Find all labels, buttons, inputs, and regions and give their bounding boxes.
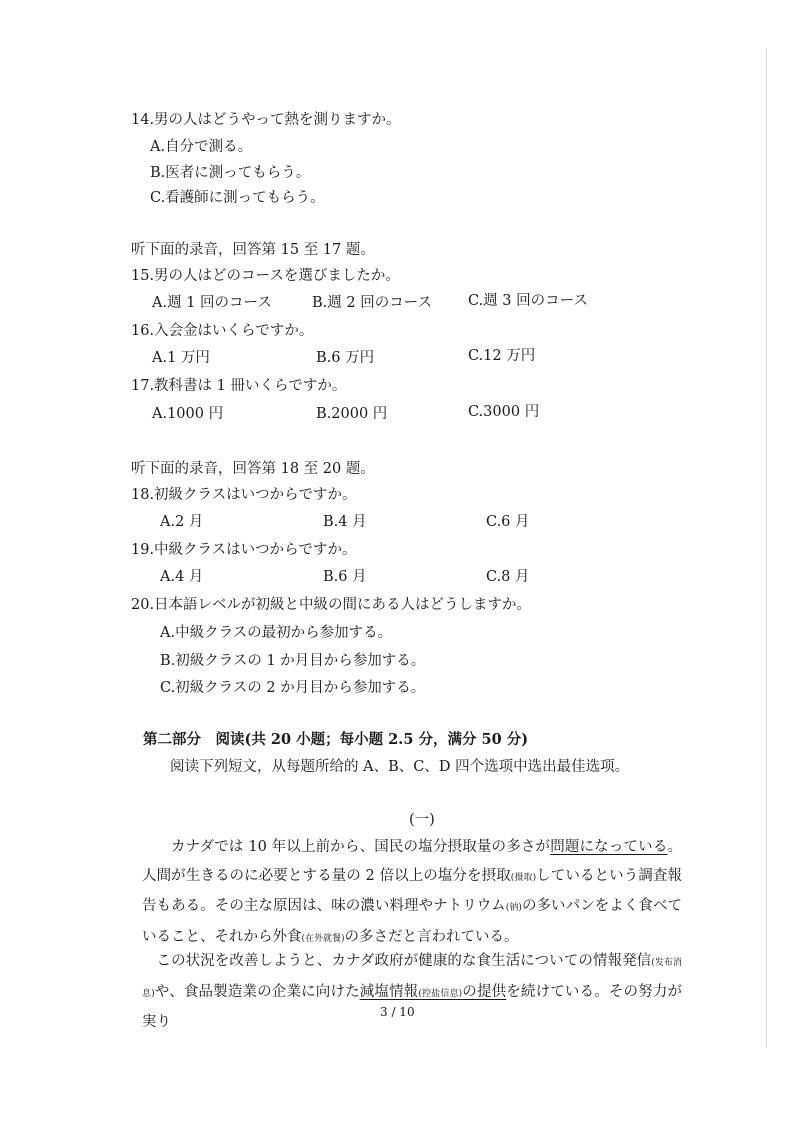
section-instruction: 阅读下列短文，从每题所给的 A、B、C、D 四个选项中选出最佳选项。	[170, 759, 630, 775]
option-16b: B.6 万円	[316, 350, 375, 366]
option-19a: A.4 月	[160, 569, 204, 585]
option-17a: A.1000 円	[152, 406, 224, 422]
passage-paragraph-2: この状況を改善しようと、カナダ政府が健康的な食生活についての情報発信(发布消息)や、食品製造業の企業に向けた減塩情報(控盐信息)の提供を続けている。その努力が実り	[142, 953, 683, 1030]
option-19b: B.6 月	[323, 569, 367, 585]
option-15a: A.週 1 回のコース	[152, 295, 272, 311]
gloss-natrium: (钠)	[505, 903, 522, 913]
question-16: 16.入会金はいくらですか。	[131, 323, 314, 339]
gloss-sesshu: (摄取)	[510, 872, 537, 883]
listening-instruction-18-20: 听下面的录音，回答第 18 至 20 题。	[131, 461, 375, 477]
question-17: 17.教科書は 1 冊いくらですか。	[131, 378, 347, 394]
question-14: 14.男の人はどうやって熱を測りますか。	[131, 112, 401, 128]
option-16c: C.12 万円	[468, 348, 536, 364]
option-14b: B.医者に測ってもらう。	[150, 165, 311, 181]
option-15c: C.週 3 回のコース	[468, 293, 588, 309]
gloss-hasshin: (发布消息)	[142, 958, 683, 999]
question-18: 18.初級クラスはいつからですか。	[131, 487, 357, 503]
gloss-genen: (控盐信息)	[418, 988, 463, 999]
option-18c: C.6 月	[486, 514, 530, 530]
passage-number: (一)	[409, 812, 435, 828]
question-20: 20.日本語レベルが初級と中級の間にある人はどうしますか。	[131, 597, 532, 613]
option-20b: B.初級クラスの 1 か月目から参加する。	[160, 653, 426, 669]
gloss-gaishoku: (在外就餐)	[301, 933, 345, 944]
scan-edge-line	[766, 48, 767, 1048]
option-14a: A.自分で測る。	[150, 139, 253, 155]
option-15b: B.週 2 回のコース	[312, 295, 432, 311]
option-20a: A.中級クラスの最初から参加する。	[160, 625, 393, 641]
page-number: 3 / 10	[380, 1005, 415, 1019]
option-14c: C.看護師に測ってもらう。	[150, 190, 325, 206]
option-17c: C.3000 円	[468, 404, 540, 420]
question-19: 19.中級クラスはいつからですか。	[131, 542, 357, 558]
option-20c: C.初級クラスの 2 か月目から参加する。	[160, 680, 426, 696]
option-18b: B.4 月	[323, 514, 367, 530]
option-18a: A.2 月	[160, 514, 204, 530]
section-heading: 第二部分 阅读(共 20 小题；每小题 2.5 分，满分 50 分)	[143, 731, 529, 748]
listening-instruction-15-17: 听下面的录音，回答第 15 至 17 题。	[131, 242, 375, 258]
option-19c: C.8 月	[486, 569, 530, 585]
underlined-phrase-mondai: 問題になっている	[550, 839, 668, 855]
option-17b: B.2000 円	[316, 406, 388, 422]
underlined-phrase-genen-teikyo: 減塩情報(控盐信息)の提供	[359, 983, 507, 1000]
question-15: 15.男の人はどのコースを選びましたか。	[131, 268, 400, 284]
passage-paragraph-1: カナダでは 10 年以上前から、国民の塩分摂取量の多さが問題になっている。人間が生きるのに必要とする量の 2 倍以上の塩分を摂取(摄取)しているという調査報告もある。その主な原因は、味の濃い料理やナトリウム(钠)の多いパンをよく食べていること、それから外食(在外就餐)の多さだと言われている。	[142, 839, 683, 945]
option-16a: A.1 万円	[152, 350, 210, 366]
